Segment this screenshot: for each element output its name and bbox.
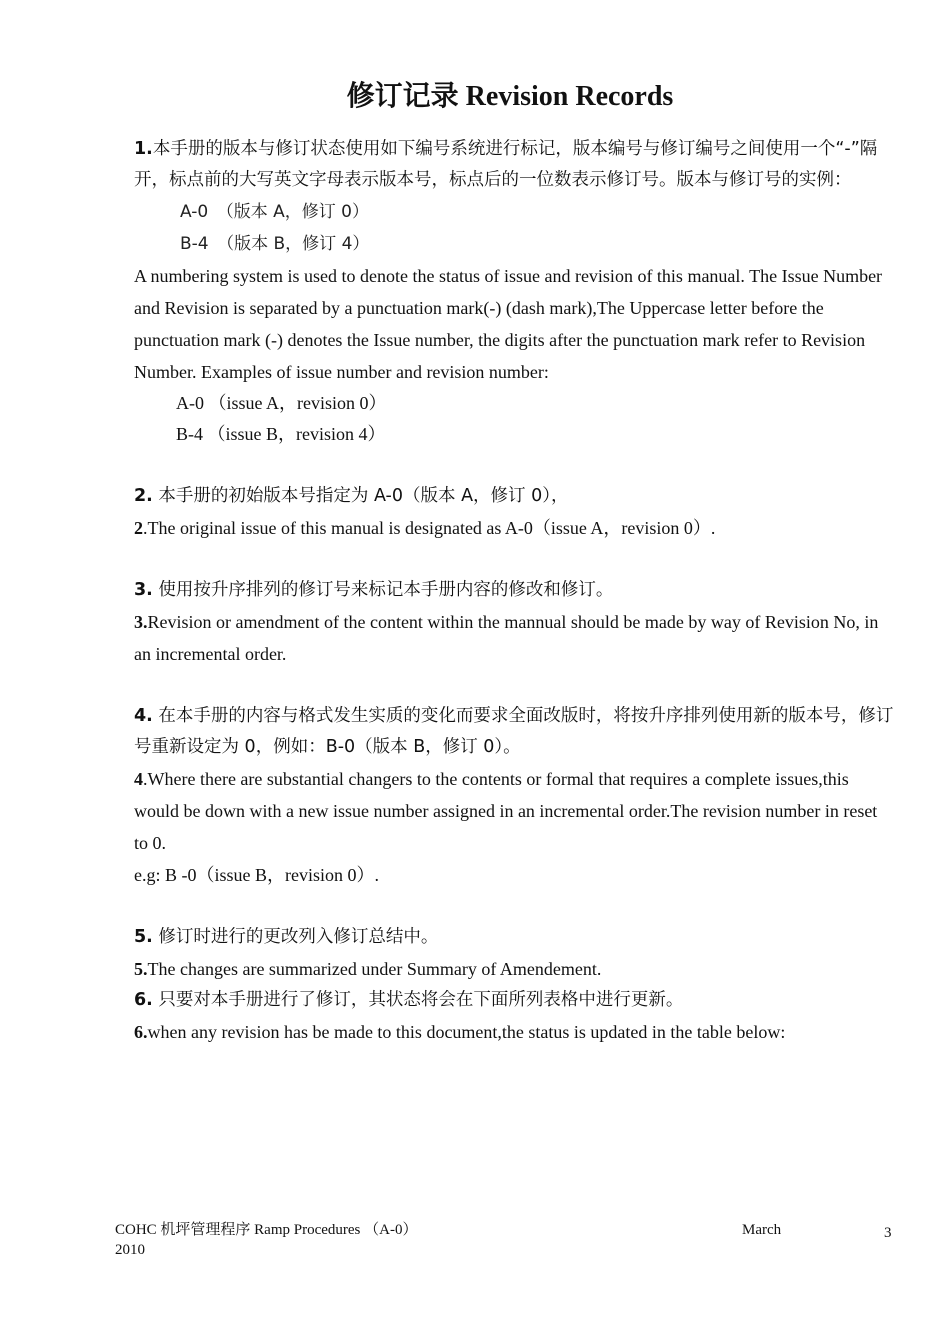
section-number: 3. xyxy=(134,580,153,600)
section-number: 4 xyxy=(134,769,143,789)
section-text: 使用按升序排列的修订号来标记本手册内容的修改和修订。 xyxy=(158,580,614,600)
section-5-en xyxy=(134,953,894,985)
section-5-cn xyxy=(134,922,894,953)
section-text: 本手册的版本与修订状态使用如下编号系统进行标记，版本编号与修订编号之间使用一个“-”隔开，标点前的大写英文字母表示版本号，标点后的一位数表示修订号。版本与修订号的实例： xyxy=(134,139,878,190)
section-2-cn xyxy=(134,481,894,512)
section-number: 6. xyxy=(134,990,153,1010)
section-6-en xyxy=(134,1016,894,1048)
section-text: 修订时进行的更改列入修订总结中。 xyxy=(158,927,439,947)
section-text: .Where there are substantial changers to the contents or formal that requires a complete issues,this would be down with a new issue number assigned in an incremental order.The revision number in reset to 0. xyxy=(134,769,878,853)
section-number: 2 xyxy=(134,518,143,538)
section-number: 4. xyxy=(134,706,153,726)
example-line: A-0 （版本 A，修订 0） xyxy=(180,202,369,222)
section-number: 1. xyxy=(134,139,153,159)
section-2-en xyxy=(134,512,894,544)
document-body xyxy=(134,134,894,1048)
section-6-cn xyxy=(134,985,894,1016)
section-text: Revision or amendment of the content within the mannual should be made by way of Revision No, in an incremental order. xyxy=(134,612,879,664)
section-number: 3. xyxy=(134,612,148,632)
section-text: .The original issue of this manual is designated as A-0（issue A，revision 0）. xyxy=(143,518,716,538)
section-number: 6. xyxy=(134,1022,148,1042)
footer-date-month: March xyxy=(742,1222,782,1238)
page-title: 修订记录 Revision Records xyxy=(346,81,674,112)
example-line: B-4 （版本 B，修订 4） xyxy=(180,234,370,254)
section-number: 5. xyxy=(134,927,153,947)
footer-document-title: COHC 机坪管理程序 Ramp Procedures （A-0） xyxy=(115,1222,418,1238)
section-3-en xyxy=(134,606,894,670)
example-line: A-0 （issue A，revision 0） xyxy=(176,393,387,413)
section-4-en xyxy=(134,763,894,859)
section-1-en: A numbering system is used to denote the status of issue and revision of this manual. The Issue Number and Revision is separated by a punctuation mark(-) (dash mark),The Uppercase letter before the punctuation mark (-) denotes the Issue number, the digits after the punctuation mark refer to Revision Number. Examples of issue number and revision number: xyxy=(134,266,883,382)
section-number: 2. xyxy=(134,486,153,506)
section-text: 在本手册的内容与格式发生实质的变化而要求全面改版时，将按升序排列使用新的版本号，修订号重新设定为 0，例如：B-0（版本 B，修订 0）。 xyxy=(134,706,894,757)
section-text: The changes are summarized under Summary of Amendement. xyxy=(147,959,602,979)
example-line: B-4 （issue B，revision 4） xyxy=(176,424,386,444)
page-number: 3 xyxy=(884,1225,892,1241)
section-text: when any revision has be made to this document,the status is updated in the table below: xyxy=(147,1022,786,1042)
section-4-cn xyxy=(134,701,894,763)
section-4-eg: e.g: B -0（issue B，revision 0）. xyxy=(134,865,379,885)
section-1-cn xyxy=(134,134,894,196)
section-number: 5. xyxy=(134,959,148,979)
section-3-cn xyxy=(134,575,894,606)
footer-date-year: 2010 xyxy=(115,1242,145,1258)
page-footer xyxy=(115,1221,905,1261)
section-text: 只要对本手册进行了修订，其状态将会在下面所列表格中进行更新。 xyxy=(158,990,684,1010)
section-text: 本手册的初始版本号指定为 A-0（版本 A，修订 0）， xyxy=(158,486,569,506)
